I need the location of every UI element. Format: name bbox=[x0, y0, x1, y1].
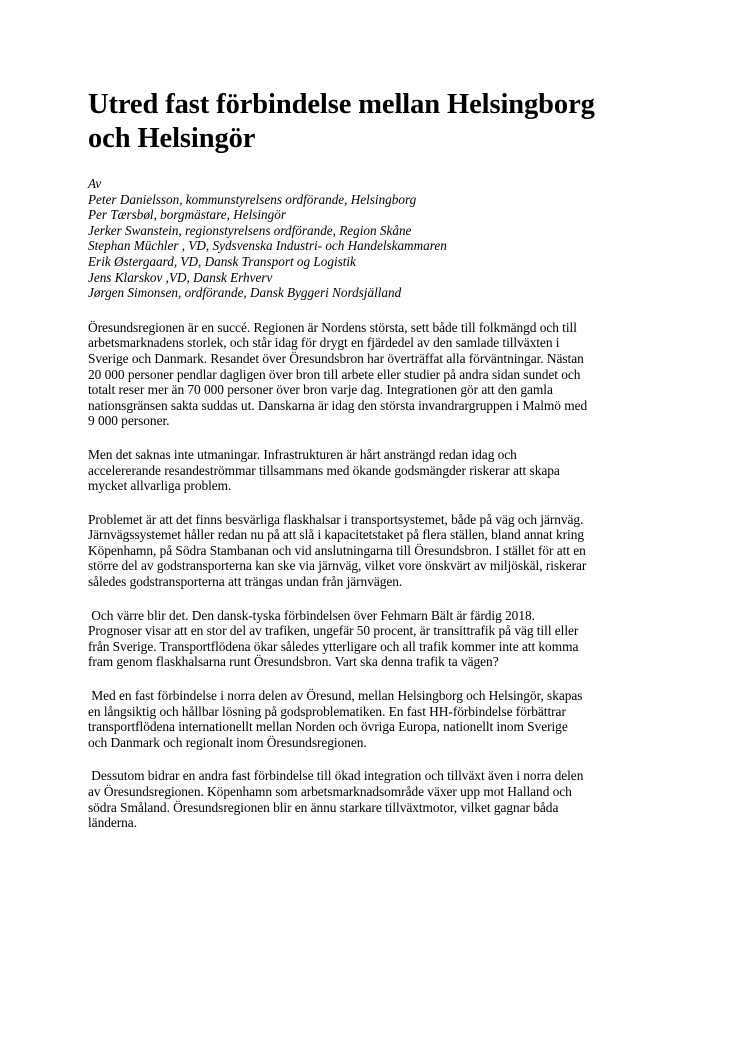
body-paragraph bbox=[88, 688, 668, 750]
paragraph-line: nationsgränsen sakta suddas ut. Danskarna är idag den största invandrargruppen i Malmö med bbox=[88, 397, 588, 413]
document-title bbox=[88, 88, 668, 156]
body-paragraph bbox=[88, 608, 668, 670]
paragraph-line: Prognoser visar att en stor del av trafiken, ungefär 50 procent, är transittrafik på väg till eller bbox=[88, 623, 579, 639]
paragraph-line: av Öresundsregionen. Köpenhamn som arbetsmarknadsområde växer upp mot Halland och bbox=[88, 784, 572, 799]
paragraph-line: en långsiktig och hållbar lösning på godsproblematiken. En fast HH-förbindelse förbättrar bbox=[88, 703, 566, 719]
title-line: och Helsingör bbox=[88, 123, 256, 154]
paragraph-line: således godstransporterna att trängas undan från järnvägen. bbox=[88, 574, 403, 590]
paragraph-line: Problemet är att det finns besvärliga flaskhalsar i transportsystemet, både på väg och järnväg. bbox=[88, 511, 584, 527]
body-paragraph bbox=[88, 447, 668, 494]
paragraph-line: mycket allvarliga problem. bbox=[88, 478, 232, 494]
byline-prefix: Av bbox=[88, 176, 102, 191]
body-paragraph bbox=[88, 768, 668, 830]
paragraph-line: transportflödena internationellt mellan Norden och övriga Europa, nationellt inom Sverige bbox=[88, 719, 568, 735]
author-line: Peter Danielsson, kommunstyrelsens ordförande, Helsingborg bbox=[88, 191, 417, 207]
body-paragraph bbox=[88, 320, 668, 429]
title-line: Utred fast förbindelse mellan Helsingborg bbox=[88, 89, 595, 120]
document-page bbox=[88, 88, 668, 849]
paragraph-line: fram genom flaskhalsarna runt Öresundsbron. Vart ska denna trafik ta vägen? bbox=[88, 654, 499, 670]
paragraph-line: Öresundsregionen är en succé. Regionen är Nordens största, sett både till folkmängd och till bbox=[88, 319, 577, 335]
paragraph-line: Sverige och Danmark. Resandet över Öresundsbron har överträffat alla förväntningar. Nästan bbox=[88, 350, 584, 366]
paragraph-line: Med en fast förbindelse i norra delen av Öresund, mellan Helsingborg och Helsingör, skapas bbox=[88, 688, 583, 704]
body-paragraph bbox=[88, 512, 668, 590]
author-line: Jens Klarskov ,VD, Dansk Erhverv bbox=[88, 269, 273, 285]
paragraph-line: och Danmark och regionalt inom Öresundsregionen. bbox=[88, 734, 367, 750]
paragraph-line: södra Småland. Öresundsregionen blir en ännu starkare tillväxtmotor, vilket gagnar båda bbox=[88, 799, 559, 815]
paragraph-line: Och värre blir det. Den dansk-tyska förbindelsen över Fehmarn Bält är färdig 2018. bbox=[88, 607, 535, 623]
paragraph-line: 20 000 personer pendlar dagligen över bron till arbete eller studier på andra sidan sundet och bbox=[88, 366, 581, 382]
author-line: Jerker Swanstein, regionstyrelsens ordförande, Region Skåne bbox=[88, 222, 412, 238]
paragraph-line: från Sverige. Transportflödena ökar således ytterligare och all trafik kommer inte att komma bbox=[88, 638, 579, 654]
author-line: Stephan Müchler , VD, Sydsvenska Industri- och Handelskammaren bbox=[88, 238, 447, 254]
paragraph-line: Järnvägssystemet håller redan nu på att slå i kapacitetstaket på flera ställen, bland annat kring bbox=[88, 527, 584, 543]
author-line: Per Tærsbøl, borgmästare, Helsingör bbox=[88, 207, 286, 223]
paragraph-line: 9 000 personer. bbox=[88, 413, 170, 429]
paragraph-line: Men det saknas inte utmaningar. Infrastrukturen är hårt ansträngd redan idag och bbox=[88, 446, 517, 462]
paragraph-line: arbetsmarknadens storlek, och står idag för drygt en fjärdedel av den samlade tillväxten i bbox=[88, 335, 560, 351]
paragraph-line: större del av godstransporterna kan ske via järnväg, vilket vore önskvärt av miljöskäl, riskerar bbox=[88, 558, 587, 574]
paragraph-line: totalt reser mer än 70 000 personer över bron varje dag. Integrationen gör att den gamla bbox=[88, 382, 553, 398]
author-line: Jørgen Simonsen, ordförande, Dansk Byggeri Nordsjälland bbox=[88, 285, 402, 301]
paragraph-line: Köpenhamn, på Södra Stambanan och vid anslutningarna till Öresundsbron. I stället för att en bbox=[88, 542, 586, 558]
author-byline bbox=[88, 176, 668, 301]
paragraph-line: accelererande resandeströmmar tillsammans med ökande godsmängder riskerar att skapa bbox=[88, 462, 560, 478]
author-line: Erik Østergaard, VD, Dansk Transport og Logistik bbox=[88, 253, 356, 269]
paragraph-line: länderna. bbox=[88, 815, 137, 831]
paragraph-line: Dessutom bidrar en andra fast förbindelse till ökad integration och tillväxt även i norra delen bbox=[88, 768, 584, 784]
